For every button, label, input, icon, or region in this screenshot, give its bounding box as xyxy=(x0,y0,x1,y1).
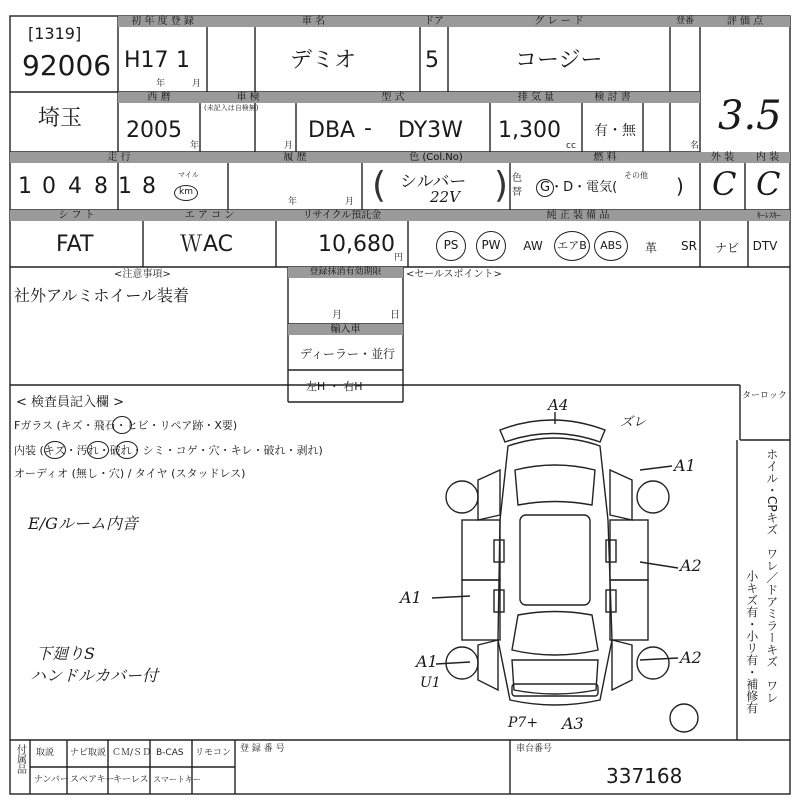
region: 埼玉 xyxy=(38,106,83,131)
fuel-other: その他 xyxy=(624,171,648,180)
handwritten-note-engine: E/Gルーム内音 xyxy=(28,514,138,533)
mileage-unit-mile: マイル xyxy=(178,171,199,179)
storage-day: 日 xyxy=(390,310,400,321)
inspector-line-interior: 内装 (キズ・汚れ・破れ・シミ・コゲ・穴・キレ・破れ・剥れ) xyxy=(14,444,323,457)
model-dash: - xyxy=(364,116,372,141)
header-doors: ドア xyxy=(420,16,448,27)
lot-code: [1319] xyxy=(28,24,82,43)
footer-number-plate: ナンバー xyxy=(34,775,69,785)
color-bracket-left: ( xyxy=(372,165,387,206)
records-unit: 名 xyxy=(690,141,700,151)
inspector-header: < 検査員記入欄 > xyxy=(16,395,125,410)
first-reg-era: H17 xyxy=(124,48,169,73)
mileage-digit: 8 xyxy=(142,174,156,199)
color-code: 22V xyxy=(430,188,460,206)
header-grade: グ レ ー ド xyxy=(448,16,670,27)
damage-right-front: A2 xyxy=(680,648,702,667)
fuel-options: G・D・電気( xyxy=(540,180,618,195)
header-equipment: 純 正 装 備 品 xyxy=(408,210,748,221)
storage-header: 登録抹消有効期限 xyxy=(288,267,403,278)
header-model: 型 式 xyxy=(296,92,490,103)
damage-rear-note: ズレ xyxy=(620,415,647,430)
notes-text: 社外アルミホイール装着 xyxy=(14,286,190,305)
equipment-ps: PS xyxy=(436,231,466,261)
notes-header: <注意事項> xyxy=(114,269,171,280)
damage-left-door: A1 xyxy=(400,588,422,607)
color-change-label: 色替 xyxy=(512,173,522,198)
damage-front-bumper: A3 xyxy=(562,714,584,733)
header-year: 西 暦 xyxy=(118,92,200,103)
footer-spare-key: スペアキー xyxy=(70,775,115,785)
header-aircon: エ ア コ ン xyxy=(143,210,276,221)
damage-right-door: A2 xyxy=(680,556,702,575)
turbo-label: ターロック xyxy=(742,391,787,401)
lot-number: 92006 xyxy=(22,49,112,82)
car-name: デミオ xyxy=(290,48,357,73)
mileage-digit: 0 xyxy=(42,174,56,199)
displacement-value: 1,300 xyxy=(498,118,561,143)
header-score: 評 価 点 xyxy=(700,16,790,27)
header-records: 検 討 書 xyxy=(582,92,643,103)
handwritten-note-underbody: 下廻りS xyxy=(36,644,95,663)
header-inspection: 車 検 xyxy=(200,92,296,103)
mileage-digit: 8 xyxy=(94,174,108,199)
mileage-unit-km: km xyxy=(174,185,198,201)
equipment-airbag: エアB xyxy=(554,231,590,261)
exterior-grade: C xyxy=(712,165,737,203)
sales-points-header: <セールスポイント> xyxy=(406,269,502,280)
import-steering: 左H ・ 右H xyxy=(306,380,363,393)
damage-front-left: P7+ xyxy=(508,715,539,731)
footer-bcas: B-CAS xyxy=(156,748,184,758)
header-interior: 内 装 xyxy=(745,152,790,163)
footer-navi-manual: ナビ取説 xyxy=(70,748,107,758)
equipment-sunroof: SR xyxy=(681,239,697,253)
side-legend-main: ホイル・CPキズ ワレ／ドアミラーキズ ワレ xyxy=(764,448,779,704)
first-reg-month: 1 xyxy=(176,48,190,73)
header-first-reg: 初 年 度 登 録 xyxy=(118,16,207,27)
side-legend-sub: 小キズ有・小リ有・補修有 xyxy=(744,570,759,714)
displacement-unit: cc xyxy=(566,141,576,151)
equipment-dtv: DTV xyxy=(752,239,778,253)
header-fuel: 燃 料 xyxy=(510,152,700,163)
header-mark: 登番 xyxy=(670,16,700,27)
score-value: 3.5 xyxy=(718,93,782,139)
model-prefix: DBA xyxy=(308,118,356,143)
equipment-leather: 革 xyxy=(644,241,657,255)
model-code: DY3W xyxy=(398,118,463,143)
first-reg-year-unit: 年 xyxy=(156,79,166,89)
damage-rear: A4 xyxy=(548,396,569,414)
inspector-line-audio: オーディオ (無し・穴) / タイヤ (スタッドレス) xyxy=(14,467,246,480)
inspection-month-unit: 月 xyxy=(284,141,294,151)
fuel-close: ) xyxy=(676,174,684,198)
header-mileage: 走 行 xyxy=(10,152,228,163)
door-count: 5 xyxy=(425,48,439,73)
header-history: 履 歴 xyxy=(228,152,362,163)
equipment-pw: PW xyxy=(476,231,506,261)
equipment-aw: AW xyxy=(523,239,543,253)
recycle-unit: 円 xyxy=(394,253,404,263)
mileage-digit: 4 xyxy=(68,174,82,199)
inspection-sub: (未記入は自検無) xyxy=(204,104,259,112)
records: 有・無 xyxy=(594,123,636,139)
header-displacement: 排 気 量 xyxy=(490,92,582,103)
handwritten-note-steering-cover: ハンドルカバー付 xyxy=(30,666,159,685)
damage-right-rear: A1 xyxy=(674,456,696,475)
mileage-digit: 1 xyxy=(118,174,132,199)
footer-cm-sd: ＣＭ/ＳＤ xyxy=(112,748,152,758)
header-exterior: 外 装 xyxy=(700,152,745,163)
aircon-value: AC xyxy=(203,232,234,257)
footer-side-label: 付属品 xyxy=(14,744,26,774)
chassis-number: 337168 xyxy=(606,764,683,788)
color-name: シルバー xyxy=(400,172,467,192)
damage-left-front-sub: U1 xyxy=(420,675,441,691)
history-month-unit: 月 xyxy=(345,197,355,207)
storage-month: 月 xyxy=(332,310,342,321)
aircon-prefix: Ｗ xyxy=(180,232,203,257)
shift-value: FAT xyxy=(56,232,94,257)
year-unit: 年 xyxy=(190,141,200,151)
header-recycle: リサイクル預託金 xyxy=(276,210,408,221)
damage-left-front: A1 xyxy=(416,652,438,671)
header-shift: シ フ ト xyxy=(10,210,143,221)
first-reg-month-unit: 月 xyxy=(192,79,202,89)
import-dealer: ディーラー・並行 xyxy=(300,347,396,361)
recycle-value: 10,680 xyxy=(318,232,395,257)
header-keyless: ｷｰﾚｽｷｰ xyxy=(748,210,790,221)
header-car-name: 車 名 xyxy=(207,16,420,27)
year-western: 2005 xyxy=(126,118,182,143)
footer-smart-key: スマートキー xyxy=(153,775,201,784)
header-color: 色 (Col.No) xyxy=(362,152,510,163)
chassis-label: 車台番号 xyxy=(516,744,553,754)
interior-grade: C xyxy=(756,165,781,203)
color-bracket-right: ) xyxy=(494,165,509,206)
grade: コージー xyxy=(515,48,603,73)
equipment-navi: ナビ xyxy=(714,241,739,255)
reg-number-label: 登 録 番 号 xyxy=(240,744,285,754)
inspector-line-glass: Fガラス (キズ・飛石・ヒビ・リペア跡・X要) xyxy=(14,419,238,432)
equipment-abs: ABS xyxy=(594,231,628,261)
footer-keyless: キーレス xyxy=(113,775,149,785)
import-header: 輸入車 xyxy=(288,324,403,335)
footer-remote: リモコン xyxy=(195,748,232,758)
footer-manual: 取説 xyxy=(36,748,55,758)
history-year-unit: 年 xyxy=(288,197,298,207)
mileage-digit: 1 xyxy=(18,174,32,199)
